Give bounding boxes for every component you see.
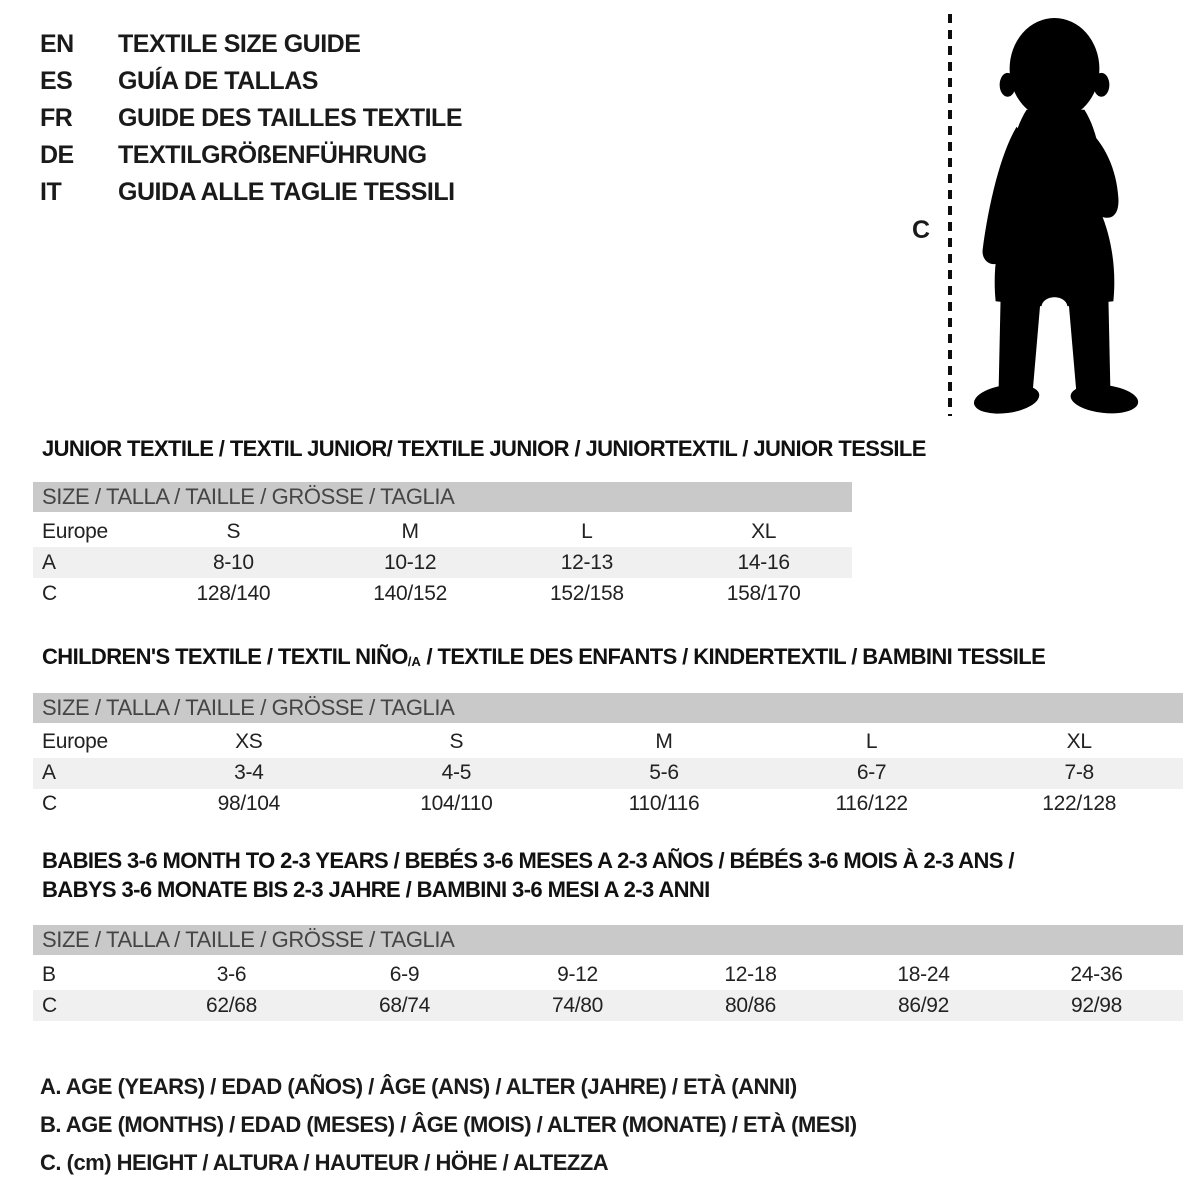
junior-col-header: M [401, 519, 419, 543]
lang-code: ES [40, 67, 73, 95]
table-cell: 6-7 [856, 761, 887, 785]
table-cell: 140/152 [373, 581, 448, 605]
children-col-header: Europe [42, 730, 108, 754]
table-cell: 62/68 [205, 993, 258, 1017]
children-col-header: M [655, 730, 673, 754]
lang-label: TEXTILGRÖßENFÜHRUNG [118, 141, 427, 169]
table-cell: 92/98 [1070, 993, 1123, 1017]
legend-line-b: B. AGE (MONTHS) / EDAD (MESES) / ÂGE (MOIS) / ALTER (MONATE) / ETÀ (MESI) [40, 1112, 857, 1137]
babies-title-line1: BABIES 3-6 MONTH TO 2-3 YEARS / BEBÉS 3-6 MESES A 2-3 AÑOS / BÉBÉS 3-6 MOIS À 2-3 ANS / [42, 848, 1014, 873]
children-row-height [33, 789, 1183, 820]
table-cell: 9-12 [557, 962, 598, 986]
table-cell: 80/86 [724, 993, 777, 1017]
babies-title-line2: BABYS 3-6 MONATE BIS 2-3 JAHRE / BAMBINI 3-6 MESI A 2-3 ANNI [42, 877, 710, 902]
lang-code: IT [40, 178, 62, 206]
legend-line-c: C. (cm) HEIGHT / ALTURA / HAUTEUR / HÖHE / ALTEZZA [40, 1150, 609, 1175]
babies-size-header-bar: SIZE / TALLA / TAILLE / GRÖSSE / TAGLIA [33, 925, 1183, 955]
junior-size-header-bar: SIZE / TALLA / TAILLE / GRÖSSE / TAGLIA [33, 482, 852, 512]
language-list [40, 26, 462, 211]
table-cell: 12-13 [560, 550, 613, 574]
height-measure-label: C [912, 216, 931, 244]
lang-label: GUIDA ALLE TAGLIE TESSILI [118, 178, 455, 206]
babies-row-height [33, 990, 1183, 1021]
toddler-silhouette-icon [966, 12, 1142, 416]
junior-col-header: Europe [42, 519, 108, 543]
table-cell: 128/140 [196, 581, 271, 605]
babies-size-table [33, 925, 1183, 1021]
table-cell: 6-9 [389, 962, 420, 986]
row-label: C [42, 581, 57, 605]
table-cell: 158/170 [726, 581, 801, 605]
children-title-suffix: / TEXTILE DES ENFANTS / KINDERTEXTIL / BAMBINI TESSILE [420, 644, 1046, 669]
table-cell: 98/104 [217, 792, 281, 816]
row-label: C [42, 792, 57, 816]
table-cell: 7-8 [1064, 761, 1094, 785]
table-cell: 74/80 [551, 993, 604, 1017]
legend-line-a: A. AGE (YEARS) / EDAD (AÑOS) / ÂGE (ANS) / ALTER (JAHRE) / ETÀ (ANNI) [40, 1074, 797, 1099]
junior-col-header: S [226, 519, 241, 543]
junior-col-header: XL [751, 519, 777, 543]
measurement-legend [40, 1068, 857, 1182]
children-section-title [33, 645, 1183, 674]
lang-label: TEXTILE SIZE GUIDE [118, 30, 361, 58]
children-col-header: XL [1066, 730, 1092, 754]
children-section [33, 645, 1183, 820]
table-cell: 18-24 [897, 962, 950, 986]
table-cell: 8-10 [212, 550, 254, 574]
table-cell: 152/158 [549, 581, 624, 605]
lang-label: GUÍA DE TALLAS [118, 67, 318, 95]
row-label: C [42, 993, 57, 1017]
children-columns-row [33, 727, 1183, 758]
table-cell: 104/110 [420, 792, 493, 816]
table-cell: 3-4 [234, 761, 264, 785]
junior-row-age [33, 547, 852, 578]
row-label: B [42, 962, 56, 986]
table-cell: 116/122 [835, 792, 908, 816]
children-title-prefix: CHILDREN'S TEXTILE / TEXTIL NIÑO [42, 644, 408, 669]
table-cell: 14-16 [737, 550, 790, 574]
table-cell: 110/116 [628, 792, 700, 816]
table-cell: 24-36 [1070, 962, 1123, 986]
row-label: A [42, 550, 56, 574]
lang-code: FR [40, 104, 73, 132]
children-row-age [33, 758, 1183, 789]
junior-size-table [33, 482, 852, 609]
junior-section-title: JUNIOR TEXTILE / TEXTIL JUNIOR/ TEXTILE JUNIOR / JUNIORTEXTIL / JUNIOR TESSILE [42, 436, 926, 461]
table-cell: 3-6 [216, 962, 247, 986]
children-col-header: S [449, 730, 464, 754]
table-cell: 10-12 [384, 550, 437, 574]
lang-code: EN [40, 30, 74, 58]
children-col-header: L [865, 730, 878, 754]
lang-code: DE [40, 141, 74, 169]
table-cell: 4-5 [441, 761, 472, 785]
lang-row-en [40, 26, 462, 63]
lang-row-de [40, 137, 462, 174]
lang-row-fr [40, 100, 462, 137]
lang-row-es [40, 63, 462, 100]
row-label: A [42, 761, 56, 785]
lang-row-it [40, 174, 462, 211]
junior-col-header: L [581, 519, 593, 543]
height-dashed-line [948, 14, 952, 416]
junior-columns-row [33, 516, 852, 547]
table-cell: 5-6 [649, 761, 679, 785]
table-cell: 122/128 [1042, 792, 1117, 816]
babies-row-months [33, 959, 1183, 990]
junior-section [33, 436, 926, 609]
table-cell: 86/92 [897, 993, 950, 1017]
table-cell: 12-18 [724, 962, 777, 986]
junior-row-height [33, 578, 852, 609]
lang-label: GUIDE DES TAILLES TEXTILE [118, 104, 463, 132]
children-title-subscript: /A [407, 653, 421, 669]
babies-section-title [33, 846, 1183, 904]
children-size-header-bar: SIZE / TALLA / TAILLE / GRÖSSE / TAGLIA [33, 693, 1183, 723]
children-col-header: XS [235, 730, 263, 754]
children-size-table [33, 693, 1183, 820]
table-cell: 68/74 [378, 993, 431, 1017]
babies-section [33, 846, 1183, 1021]
